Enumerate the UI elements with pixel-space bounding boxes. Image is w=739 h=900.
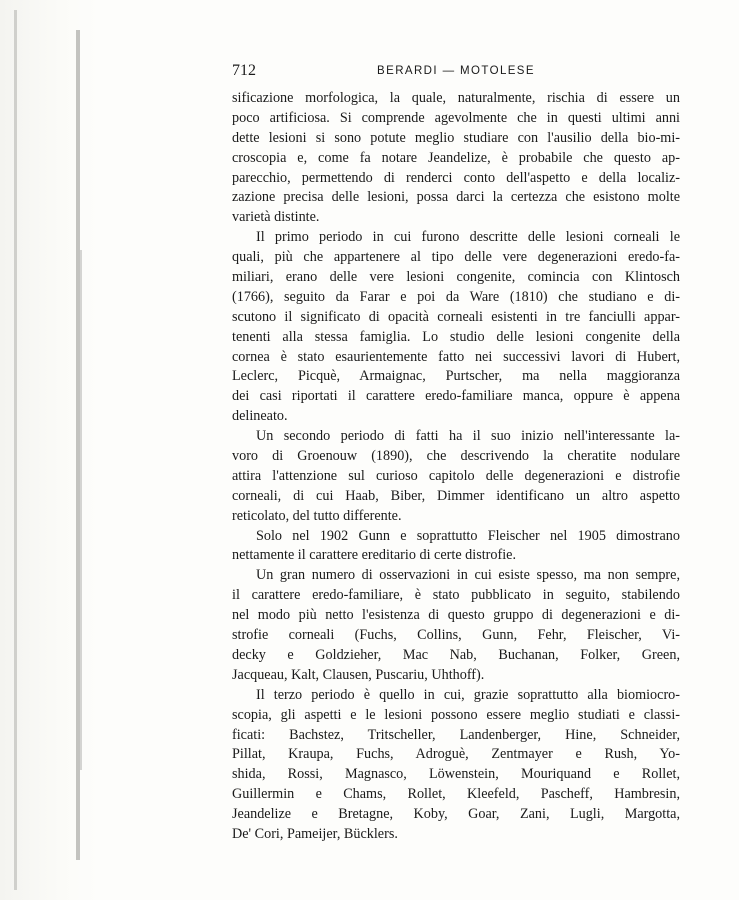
text-line: corneali, di cui Haab, Biber, Dimmer identificano un altro aspetto (232, 487, 680, 504)
page-number: 712 (232, 62, 256, 79)
text-line: Jacqueau, Kalt, Clausen, Puscariu, Uhthoff). (232, 666, 485, 683)
running-head: BERARDI — MOTOLESE (377, 65, 535, 77)
text-line: Solo nel 1902 Gunn e soprattutto Fleischer nel 1905 dimostrano (256, 527, 680, 544)
text-line: delineato. (232, 408, 288, 425)
text-line: strofie corneali (Fuchs, Collins, Gunn, Fehr, Fleischer, Vi- (232, 627, 680, 644)
text-line: Un secondo periodo di fatti ha il suo inizio nell'interessante la- (256, 428, 680, 445)
text-line: scutono il significato di opacità corneali esistenti in tre fanciulli appar- (232, 308, 680, 325)
text-line: il carattere eredo-familiare, è stato pubblicato in seguito, stabilendo (232, 587, 680, 604)
text-line: nettamente il carattere ereditario di certe distrofie. (232, 547, 516, 564)
text-line: tenenti alla stessa famiglia. Lo studio delle lesioni congenite della (232, 328, 680, 345)
text-line: zazione precisa delle lesioni, possa darci la certezza che esistono molte (232, 189, 680, 206)
scan-edge-mark (14, 10, 17, 890)
text-line: attira l'attenzione sul curioso capitolo delle degenerazioni e distrofie (232, 467, 680, 484)
text-line: Jeandelize e Bretagne, Koby, Goar, Zani, Lugli, Margotta, (232, 806, 680, 823)
scan-edge-mark (80, 250, 82, 770)
text-line: dei casi riportati il carattere eredo-familiare manca, oppure è appena (232, 388, 680, 405)
page-header (232, 62, 680, 84)
text-line: sificazione morfologica, la quale, naturalmente, rischia di essere un (232, 90, 680, 106)
text-line: Guillermin e Chams, Rollet, Kleefeld, Pascheff, Hambresin, (232, 786, 680, 803)
text-line: ficati: Bachstez, Tritscheller, Landenberger, Hine, Schneider, (232, 726, 680, 743)
text-line: reticolato, del tutto differente. (232, 507, 402, 524)
scan-page-edge (0, 0, 100, 900)
text-line: Il primo periodo in cui furono descritte delle lesioni corneali le (256, 229, 680, 246)
text-line: cornea è stato esaurientemente fatto nei successivi lavori di Hubert, (232, 348, 680, 365)
body-text (232, 89, 680, 845)
text-line: shida, Rossi, Magnasco, Löwenstein, Mouriquand e Rollet, (232, 766, 680, 783)
text-line: nel modo più netto l'esistenza di questo gruppo di degenerazioni e di- (232, 607, 680, 624)
text-line: Leclerc, Picquè, Armaignac, Purtscher, ma nella maggioranza (232, 368, 680, 385)
text-line: Un gran numero di osservazioni in cui esiste spesso, ma non sempre, (256, 567, 680, 584)
text-line: croscopia e, come fa notare Jeandelize, è probabile che questo ap- (232, 149, 680, 166)
text-line: De' Cori, Pameijer, Bücklers. (232, 825, 398, 842)
text-line: scopia, gli aspetti e le lesioni possono essere meglio studiati e classi- (232, 706, 680, 723)
text-line: quali, più che appartenere al tipo delle vere degenerazioni eredo-fa- (232, 249, 680, 266)
text-line: (1766), seguito da Farar e poi da Ware (1810) che studiano e di- (232, 288, 680, 305)
text-line: dette lesioni si sono potute meglio studiare con l'ausilio della bio-mi- (232, 129, 680, 146)
text-line: poco artificiosa. Si comprende agevolmente che in questi ultimi anni (232, 109, 680, 126)
text-line: Il terzo periodo è quello in cui, grazie soprattutto alla biomiocro- (256, 686, 680, 703)
text-line: varietà distinte. (232, 209, 320, 226)
text-line: Pillat, Kraupa, Fuchs, Adroguè, Zentmayer e Rush, Yo- (232, 746, 680, 763)
text-line: decky e Goldzieher, Mac Nab, Buchanan, Folker, Green, (232, 646, 680, 663)
text-line: voro di Groenouw (1890), che descrivendo la cheratite nodulare (232, 448, 680, 465)
text-line: miliari, erano delle vere lesioni congenite, comincia con Klintosch (232, 269, 680, 286)
text-line: parecchio, permettendo di renderci conto dell'aspetto e della localiz- (232, 169, 680, 186)
